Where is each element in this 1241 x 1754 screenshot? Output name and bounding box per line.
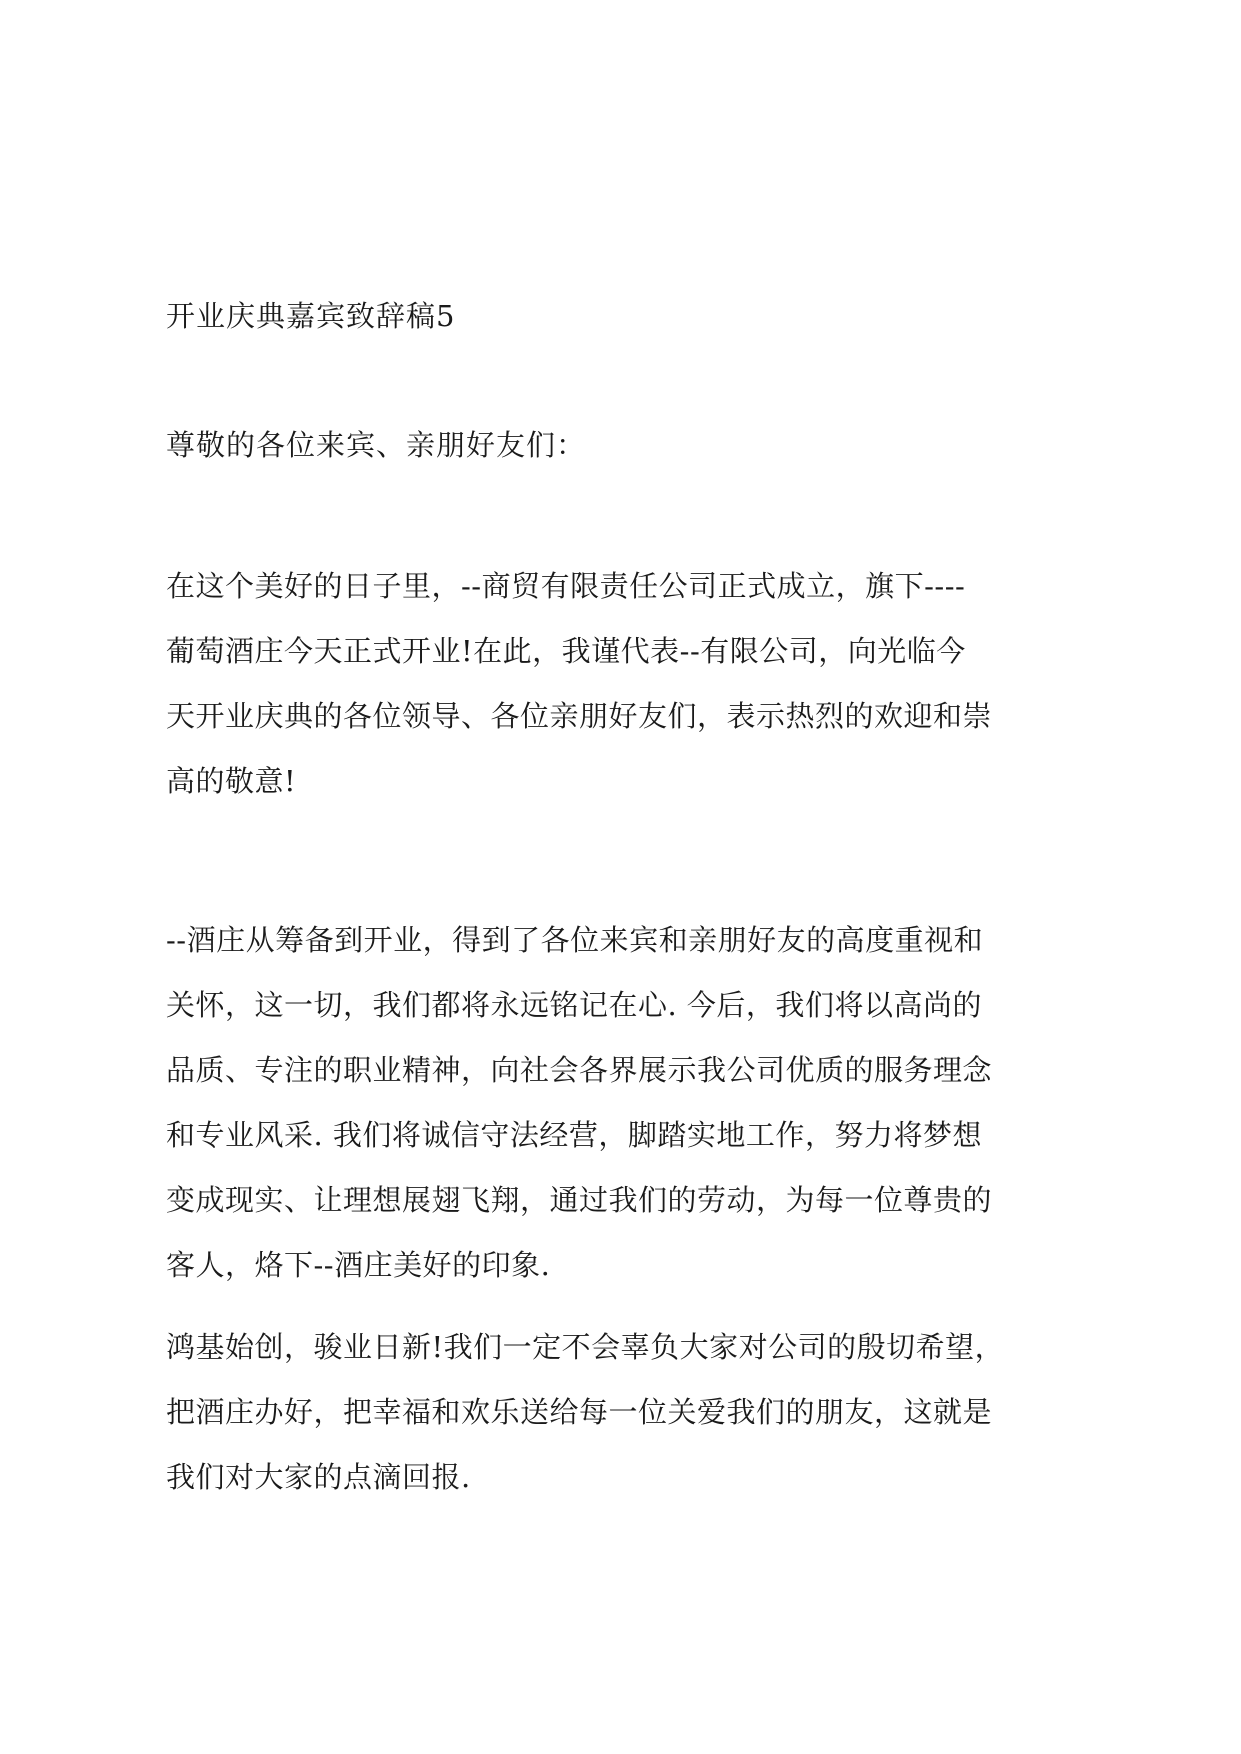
paragraph-line: 葡萄酒庄今天正式开业!在此，我谨代表--有限公司，向光临今 <box>166 634 966 668</box>
salutation: 尊敬的各位来宾、亲朋好友们： <box>166 428 587 462</box>
paragraph-line: --酒庄从筹备到开业，得到了各位来宾和亲朋好友的高度重视和 <box>166 923 984 957</box>
paragraph-1 <box>166 554 1090 814</box>
paragraph-2 <box>166 908 1090 1298</box>
paragraph-line: 在这个美好的日子里，--商贸有限责任公司正式成立，旗下---- <box>166 569 966 603</box>
paragraph-line: 变成现实、让理想展翅飞翔，通过我们的劳动，为每一位尊贵的 <box>166 1183 993 1217</box>
paragraph-line: 品质、专注的职业精神，向社会各界展示我公司优质的服务理念 <box>166 1053 993 1087</box>
paragraph-line: 关怀，这一切，我们都将永远铭记在心. 今后，我们将以高尚的 <box>166 988 982 1022</box>
paragraph-line: 鸿基始创，骏业日新!我们一定不会辜负大家对公司的殷切希望， <box>166 1330 1005 1364</box>
paragraph-line: 天开业庆典的各位领导、各位亲朋好友们，表示热烈的欢迎和崇 <box>166 699 993 733</box>
paragraph-line: 客人，烙下--酒庄美好的印象. <box>166 1248 551 1282</box>
document-title: 开业庆典嘉宾致辞稿5 <box>166 299 456 333</box>
paragraph-3 <box>166 1315 1090 1510</box>
paragraph-line: 把酒庄办好，把幸福和欢乐送给每一位关爱我们的朋友，这就是 <box>166 1395 993 1429</box>
paragraph-line: 我们对大家的点滴回报. <box>166 1460 471 1494</box>
paragraph-line: 高的敬意! <box>166 764 297 798</box>
paragraph-line: 和专业风采. 我们将诚信守法经营，脚踏实地工作，努力将梦想 <box>166 1118 982 1152</box>
